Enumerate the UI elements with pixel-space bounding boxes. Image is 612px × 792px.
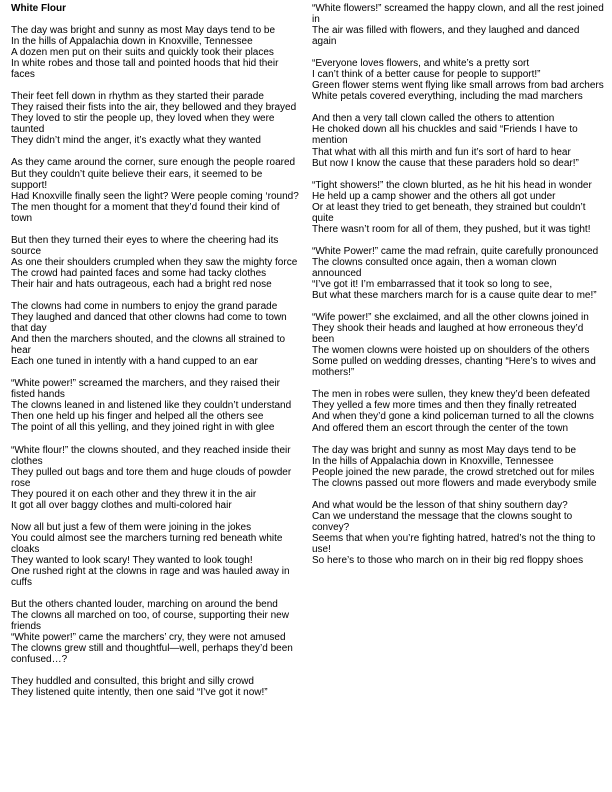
poem-line: As they came around the corner, sure enough the people roared: [11, 157, 296, 169]
poem-line: The clowns leaned in and listened like they couldn’t understand: [11, 400, 292, 412]
poem-line: Can we understand the message that the clowns sought to convey?: [312, 510, 573, 533]
poem-line: The women clowns were hoisted up on shoulders of the others: [312, 345, 590, 357]
poem-title: White Flour: [11, 3, 66, 14]
poem-line: So here’s to those who march on in their big red floppy shoes: [312, 554, 584, 566]
poem-line: And when they’d gone a kind policeman turned to all the clowns: [312, 411, 594, 423]
poem-line: And offered them an escort through the center of the town: [312, 422, 569, 434]
stanza: [312, 312, 604, 378]
left-column: [11, 3, 301, 709]
stanza: [312, 445, 604, 489]
poem-line: Then one held up his finger and helped all the others see: [11, 411, 264, 423]
stanza: [11, 25, 301, 80]
stanza: [11, 599, 301, 665]
poem-line: They yelled a few more times and then they finally retreated: [312, 400, 577, 412]
poem-line: They huddled and consulted, this bright and silly crowd: [11, 676, 254, 688]
right-stanzas: [312, 3, 604, 566]
poem-line: One rushed right at the clowns in rage and was hauled away in cuffs: [11, 565, 290, 589]
stanza: [11, 522, 301, 588]
poem-line: The clowns grew still and thoughtful—well, perhaps they’d been confused…?: [11, 643, 293, 666]
stanza: [11, 676, 301, 698]
poem-line: They laughed and danced that other clowns had come to town that day: [11, 312, 287, 335]
stanza: [312, 389, 604, 433]
poem-line: Seems that when you’re fighting hatred, hatred’s not the thing to use!: [312, 532, 596, 555]
poem-line: They poured it on each other and they threw it in the air: [11, 488, 257, 500]
poem-line: As one their shoulders crumpled when they saw the mighty force: [11, 256, 298, 268]
stanza: [11, 378, 301, 433]
poem-line: The clowns passed out more flowers and made everybody smile: [312, 477, 597, 489]
poem-line: And what would be the lesson of that shiny southern day?: [312, 499, 568, 511]
poem-line: I can’t think of a better cause for people to support!”: [312, 69, 541, 81]
poem-line: Each one tuned in intently with a hand cupped to an ear: [11, 356, 258, 368]
poem-line: Their feet fell down in rhythm as they started their parade: [11, 91, 264, 103]
poem-line: There wasn’t room for all of them, they pushed, but it was tight!: [312, 223, 591, 235]
poem-line: You could almost see the marchers turning red beneath white cloaks: [11, 532, 283, 555]
stanza: [11, 235, 301, 290]
poem-line: “White power!” screamed the marchers, and they raised their fisted hands: [11, 378, 280, 401]
stanza: [11, 445, 301, 511]
poem-line: People joined the new parade, the crowd stretched out for miles: [312, 466, 595, 478]
left-stanzas: [11, 25, 301, 698]
stanza: [312, 58, 604, 102]
poem-line: The crowd had painted faces and some had tacky clothes: [11, 267, 267, 279]
poem-line: Or at least they tried to get beneath, they strained but couldn’t quite: [312, 201, 586, 224]
poem-line: Now all but just a few of them were joining in the jokes: [11, 521, 252, 533]
poem-line: They raised their fists into the air, they bellowed and they brayed: [11, 102, 297, 114]
poem-line: Green flower stems went flying like small arrows from bad archers: [312, 80, 604, 92]
poem-line: A dozen men put on their suits and quickly took their places: [11, 47, 274, 59]
stanza: [11, 157, 301, 223]
poem-line: They wanted to look scary! They wanted to look tough!: [11, 554, 253, 566]
poem-line: And then the marchers shouted, and the clowns all strained to hear: [11, 334, 286, 357]
poem-line: The clowns all marched on too, of course, supporting their new friends: [11, 610, 289, 633]
stanza: [312, 500, 604, 566]
stanza: [312, 180, 604, 235]
poem-line: But then they turned their eyes to where the cheering had its source: [11, 234, 279, 257]
stanza: [11, 301, 301, 367]
poem-line: The day was bright and sunny as most May days tend to be: [312, 444, 577, 456]
poem-line: Some pulled on wedding dresses, chanting “Here’s to wives and mothers!”: [312, 356, 596, 379]
poem-line: “Wife power!” she exclaimed, and all the other clowns joined in: [312, 312, 589, 324]
poem-line: It got all over baggy clothes and multi-colored hair: [11, 499, 232, 511]
poem-line: White petals covered everything, including the mad marchers: [312, 91, 583, 103]
stanza: [312, 246, 604, 301]
poem-line: The men thought for a moment that they’d found their kind of town: [11, 201, 280, 224]
poem-line: “White flour!” the clowns shouted, and they reached inside their clothes: [11, 444, 291, 467]
poem-line: The men in robes were sullen, they knew they’d been defeated: [312, 389, 590, 401]
poem-line: The day was bright and sunny as most May days tend to be: [11, 25, 276, 36]
stanza: [312, 113, 604, 168]
poem-line: The clowns had come in numbers to enjoy the grand parade: [11, 300, 278, 312]
poem-line: The point of all this yelling, and they joined right in with glee: [11, 422, 275, 434]
poem-line: He choked down all his chuckles and said “Friends I have to mention: [312, 124, 578, 147]
poem-line: But what these marchers march for is a cause quite dear to me!”: [312, 290, 597, 302]
right-column: [312, 3, 604, 577]
poem-line: In white robes and those tall and pointed hoods that hid their faces: [11, 58, 279, 81]
stanza: [11, 91, 301, 146]
poem-line: The air was filled with flowers, and they laughed and danced again: [312, 25, 580, 48]
poem-line: “I’ve got it! I’m embarrassed that it took so long to see,: [312, 278, 553, 290]
poem-line: Their hair and hats outrageous, each had a bright red nose: [11, 278, 272, 290]
poem-line: They loved to stir the people up, they loved when they were taunted: [11, 113, 275, 136]
poem-line: But the others chanted louder, marching on around the bend: [11, 599, 278, 611]
stanza: [312, 3, 604, 47]
poem-line: But now I know the cause that these paraders hold so dear!”: [312, 157, 579, 169]
poem-line: “Everyone loves flowers, and white’s a pretty sort: [312, 58, 530, 70]
poem-line: “White flowers!” screamed the happy clown, and all the rest joined in: [312, 3, 604, 26]
poem-line: They pulled out bags and tore them and huge clouds of powder rose: [11, 466, 292, 489]
poem-line: “Tight showers!” the clown blurted, as he hit his head in wonder: [312, 179, 592, 191]
poem-line: They shook their heads and laughed at how erroneous they’d been: [312, 323, 584, 346]
poem-line: That what with all this mirth and fun it’s sort of hard to hear: [312, 146, 571, 158]
poem-line: The clowns consulted once again, then a woman clown announced: [312, 256, 557, 279]
poem-line: “White Power!” came the mad refrain, quite carefully pronounced: [312, 245, 599, 257]
poem-line: He held up a camp shower and the others all got under: [312, 190, 556, 202]
poem-line: And then a very tall clown called the others to attention: [312, 113, 555, 125]
poem-line: In the hills of Appalachia down in Knoxville, Tennessee: [11, 36, 253, 48]
poem-line: They didn’t mind the anger, it’s exactly what they wanted: [11, 135, 261, 147]
poem-line: In the hills of Appalachia down in Knoxville, Tennessee: [312, 455, 554, 467]
poem-line: But they couldn’t quite believe their ears, it seemed to be support!: [11, 168, 263, 191]
poem-line: “White power!” came the marchers’ cry, they were not amused: [11, 632, 286, 644]
poem-line: Had Knoxville finally seen the light? Were people coming ‘round?: [11, 190, 299, 202]
poem-line: They listened quite intently, then one said “I’ve got it now!”: [11, 687, 268, 699]
